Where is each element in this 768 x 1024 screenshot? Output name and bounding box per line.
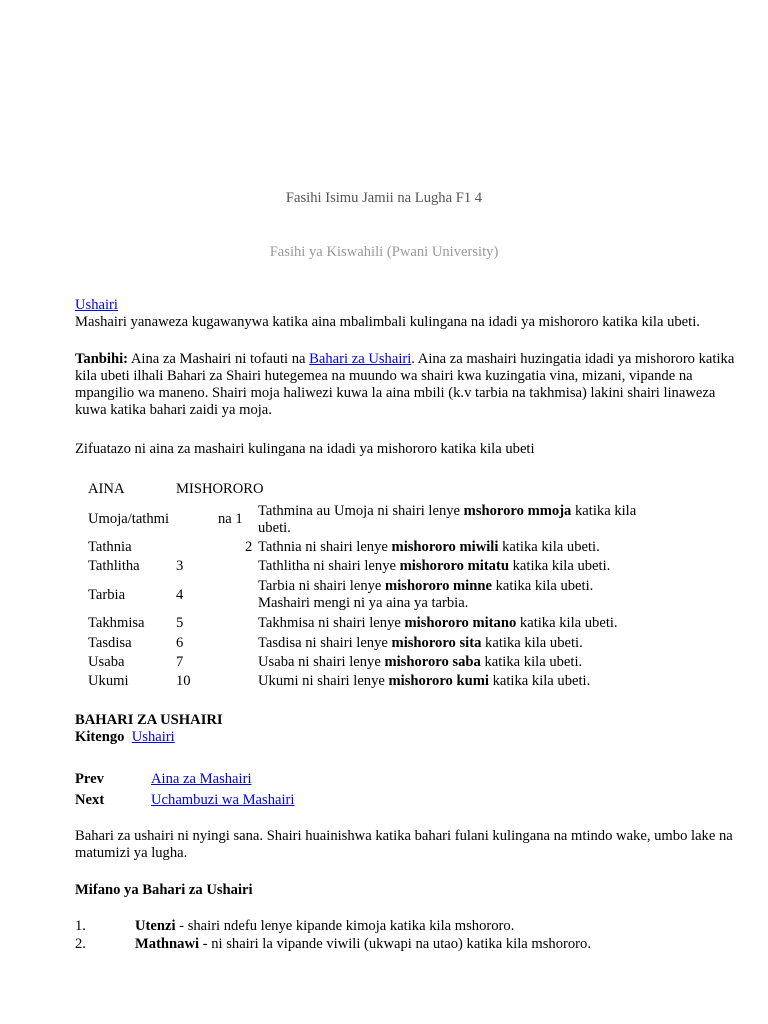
next-label: Next	[75, 792, 105, 808]
aina-cell: Tarbia	[88, 587, 126, 603]
num-cell: 2	[245, 539, 253, 555]
mifano-heading: Mifano ya Bahari za Ushairi	[75, 882, 253, 898]
prev-link[interactable]: Aina za Mashairi	[151, 771, 252, 787]
bahari-heading-block	[75, 712, 745, 746]
desc-cell: Tasdisa ni shairi lenye mishororo sita katika kila ubeti.	[258, 635, 583, 651]
num-cell: na 1	[218, 511, 243, 527]
tanbihi-label: Tanbihi:	[75, 351, 129, 367]
num-cell: 7	[176, 654, 184, 670]
desc-cell: Tathmina au Umoja ni shairi lenye mshororo mmoja katika kila ubeti.	[258, 503, 637, 536]
header-mishororo: MISHORORO	[176, 481, 264, 497]
aina-cell: Tasdisa	[88, 635, 132, 651]
intro-section	[75, 297, 745, 331]
aina-cell: Usaba	[88, 654, 125, 670]
desc-cell: Ukumi ni shairi lenye mishororo kumi katika kila ubeti.	[258, 673, 591, 689]
tanbihi-text-2: . Aina za mashairi huzingatia idadi ya mishororo katika kila ubeti ilhali Bahari za Shairi hutegemea na muundo wa shairi kwa kuzingatia vina, mizani, vipande na mpangilio wa maneno. Shairi moja haliwezi kuwa la aina mbili (k.v tarbia na takhmisa) lakini shairi linaweza kuwa katika bahari zaidi ya moja.	[75, 351, 735, 418]
desc-cell: Tathnia ni shairi lenye mishororo miwili katika kila ubeti.	[258, 539, 600, 555]
list-text: Utenzi - shairi ndefu lenye kipande kimoja katika kila mshororo.	[135, 918, 515, 934]
desc-cell: Takhmisa ni shairi lenye mishororo mitano katika kila ubeti.	[258, 615, 618, 631]
num-cell: 5	[176, 615, 184, 631]
bahari-paragraph: Bahari za ushairi ni nyingi sana. Shairi huainishwa katika bahari fulani kulingana na mtindo wake, umbo lake na matumizi ya lugha.	[75, 828, 733, 861]
aina-cell: Takhmisa	[88, 615, 145, 631]
mifano-list	[75, 918, 745, 958]
header-aina: AINA	[88, 481, 125, 497]
prev-next-nav	[75, 771, 745, 811]
prev-label: Prev	[75, 771, 104, 787]
num-cell: 3	[176, 558, 184, 574]
kitengo-label: Kitengo	[75, 729, 125, 745]
aina-cell: Tathnia	[88, 539, 132, 555]
num-cell: 10	[176, 673, 191, 689]
aina-cell: Ukumi	[88, 673, 129, 689]
next-link[interactable]: Uchambuzi wa Mashairi	[151, 792, 295, 808]
bahari-za-ushairi-link[interactable]: Bahari za Ushairi	[309, 351, 412, 367]
aina-cell: Umoja/tathmi	[88, 511, 170, 527]
list-text: Mathnawi - ni shairi la vipande viwili (ukwapi na utao) katika kila mshororo.	[135, 936, 591, 952]
bahari-heading: BAHARI ZA USHAIRI	[75, 712, 223, 728]
list-num: 2.	[75, 936, 86, 952]
kitengo-ushairi-link[interactable]: Ushairi	[131, 729, 175, 745]
num-cell: 4	[176, 587, 184, 603]
document-subtitle: Fasihi ya Kiswahili (Pwani University)	[269, 244, 499, 260]
list-num: 1.	[75, 918, 86, 934]
desc-cell: Usaba ni shairi lenye mishororo saba katika kila ubeti.	[258, 654, 583, 670]
tanbihi-text-1: Aina za Mashairi ni tofauti na	[128, 351, 310, 367]
desc-cell: Tarbia ni shairi lenye mishororo minne katika kila ubeti. Mashairi mengi ni ya aina ya tarbia.	[258, 578, 594, 611]
ushairi-link[interactable]: Ushairi	[75, 297, 118, 313]
intro-text: Mashairi yanaweza kugawanywa katika aina mbalimbali kulingana na idadi ya mishororo katika kila ubeti.	[75, 314, 700, 330]
document-title: Fasihi Isimu Jamii na Lugha F1 4	[285, 190, 483, 206]
num-cell: 6	[176, 635, 184, 651]
tanbihi-paragraph	[75, 351, 745, 419]
aina-cell: Tathlitha	[88, 558, 140, 574]
zifuatazo-text: Zifuatazo ni aina za mashairi kulingana na idadi ya mishororo katika kila ubeti	[75, 441, 535, 457]
desc-cell: Tathlitha ni shairi lenye mishororo mitatu katika kila ubeti.	[258, 558, 611, 574]
